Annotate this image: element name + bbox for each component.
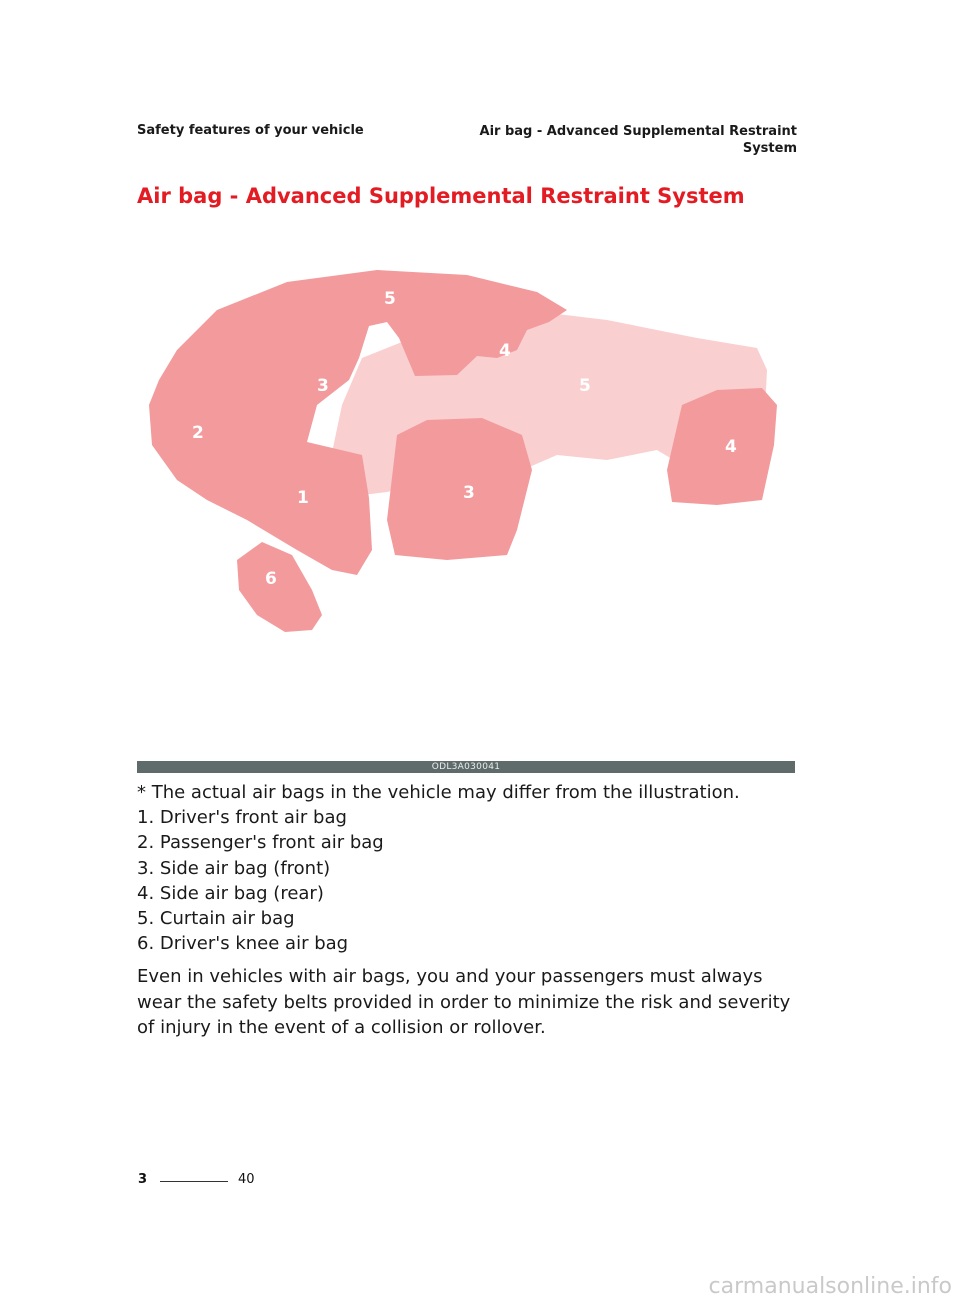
running-header-topic-line2: System <box>742 141 797 156</box>
list-item: 1. Driver's front air bag <box>137 807 347 829</box>
label-side-rear-airbag-4b: 4 <box>725 437 737 457</box>
label-side-front-airbag-3: 3 <box>317 376 329 396</box>
running-header-section: Safety features of your vehicle <box>137 123 364 138</box>
page-title: Air bag - Advanced Supplemental Restraint System <box>137 184 745 208</box>
airbag-list <box>137 805 797 956</box>
list-item: 5. Curtain air bag <box>137 908 295 930</box>
label-side-front-airbag-3b: 3 <box>463 483 475 503</box>
airbag-shapes <box>149 270 777 632</box>
watermark: carmanualsonline.info <box>708 1274 952 1299</box>
footer-divider <box>160 1181 228 1182</box>
running-header-topic-line1: Air bag - Advanced Supplemental Restraint <box>479 124 797 139</box>
footer-page-number: 40 <box>238 1172 255 1187</box>
safety-belt-paragraph: Even in vehicles with air bags, you and your passengers must always wear the safety belts provided in order to minimize the risk and severity of injury in the event of a collision or rollover. <box>137 966 791 1038</box>
illustration-note: * The actual air bags in the vehicle may differ from the illustration. <box>137 782 740 803</box>
label-curtain-airbag-5b: 5 <box>579 376 591 396</box>
label-side-rear-airbag-4: 4 <box>499 341 511 361</box>
body-text <box>137 780 797 1040</box>
footer-section-number: 3 <box>138 1172 148 1187</box>
list-item: 2. Passenger's front air bag <box>137 832 384 854</box>
running-header-topic <box>477 123 797 157</box>
label-curtain-airbag-5: 5 <box>384 289 396 309</box>
list-item: 6. Driver's knee air bag <box>137 933 349 955</box>
label-passenger-front-airbag-2: 2 <box>192 423 204 443</box>
airbag-illustration <box>137 230 795 760</box>
illustration-code-bar: ODL3A030041 <box>137 761 795 773</box>
label-driver-knee-airbag-6: 6 <box>265 569 277 589</box>
label-driver-front-airbag-1: 1 <box>297 488 309 508</box>
list-item: 3. Side air bag (front) <box>137 857 331 879</box>
list-item: 4. Side air bag (rear) <box>137 882 324 904</box>
